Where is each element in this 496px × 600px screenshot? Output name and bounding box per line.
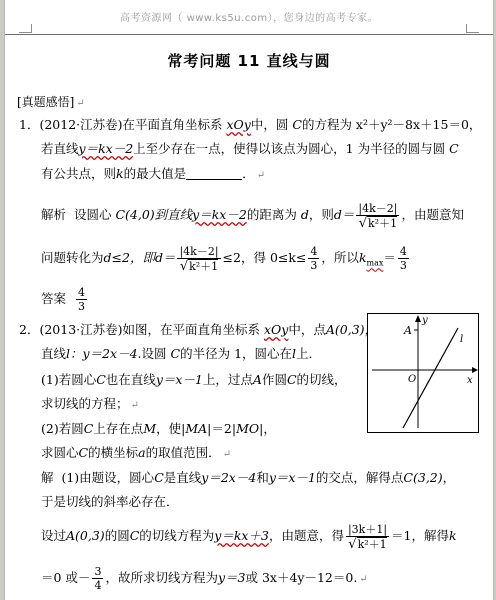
label-O: O [408,374,417,385]
fraction: $\frac{|4k-2|}{\text{√k²＋1}}$ [358,201,398,231]
sol1-line-1: 解析 设圆心 C(4,0)到直线y＝kx－2的距离为 d，则d＝ $\frac{|4k-2|}{\text{√k²＋1}}$ ，由题意知 [41,201,464,231]
crop-mark [467,32,479,45]
page-header [5,0,493,35]
q2-part2-line-2: 求圆心C的横坐标a的取值范围． ↵ [41,445,231,460]
fraction: $\frac{|3k+1|}{\text{√k²＋1}}$ [347,522,388,552]
fraction: $\frac{|4k-2|}{\text{√k²＋1}}$ [179,244,219,274]
sol2-line-3: 设过A(0,3)的圆C的切线方程为y＝kx＋3，由题意，得 $\frac{|3k+1|}{\text{√k²＋1}}$ ＝1，解得k [41,522,457,552]
answer-1: 答案 $\frac{4}{3}$ [41,286,85,313]
page-title: 常考问题 11 直线与圆 [167,52,331,70]
q1-line-3: 有公共点，则k的最大值是 ． ↵ [41,166,266,181]
fraction: $\frac{4}{3}$ [399,245,407,272]
sol1-line-2: 问题转化为d≤2，即d＝ $\frac{|4k-2|}{\text{√k²＋1}}$ ≤2，得 0≤k≤ $\frac{4}{3}$ ，所以$k_{max}=$ $\frac{4}{3}$ [41,244,407,274]
fraction: $\frac{4}{3}$ [77,286,85,313]
sol2-line-4: ＝0 或－ $\frac{3}{4}$ ，故所求切线方程为y＝3或 3x＋4y－12＝0. ↵ [41,565,368,592]
document-page [4,0,494,600]
answer-blank [186,167,242,180]
sol2-line-2: 于是切线的斜率必存在． [41,494,179,509]
q1-line-1: 1．(2012·江苏卷)在平面直角坐标系 xOy中，圆 C的方程为 x²＋y²－8x＋15＝0， [19,117,482,132]
header-text: 高考资源网（ www.ks5u.com），您身边的高考专家。 [119,13,379,24]
q1-line-2: 若直线y＝kx－2上至少存在一点，使得以该点为圆心，1 为半径的圆与圆 C [41,141,459,156]
q2-part1-line-1: (1)若圆心C也在直线y＝x－1上，过点A作圆C的切线， [41,372,347,387]
q2-part1-line-2: 求切线的方程； ↵ [41,396,139,411]
sol2-line-1: 解 (1)由题设，圆心C是直线y＝2x－4和y＝x－1的交点，解得点C(3,2)， [41,470,456,485]
crop-mark [19,32,31,45]
crop-mark [31,24,32,33]
section-heading: [真题感悟] ↵ [17,95,85,109]
q2-line-1: 2．(2013·江苏卷)如图，在平面直角坐标系 xOy中，点A(0,3)， [19,322,378,337]
y-axis-arrow [415,315,421,322]
label-x: x [467,375,473,386]
fraction: $\frac{4}{3}$ [310,245,318,272]
label-y: y [422,315,428,326]
x-axis-arrow [472,367,478,373]
label-A: A [404,324,412,337]
fraction: $\frac{3}{4}$ [94,565,102,592]
q2-part2-line-1: (2)若圆C上存在点M，使|MA|＝2|MO|， [41,421,276,436]
coordinate-figure [367,313,479,433]
label-l: l [460,334,464,345]
crop-mark [466,24,467,33]
q2-line-2: 直线l：y＝2x－4.设圆 C的半径为 1，圆心在l上． [41,346,322,361]
